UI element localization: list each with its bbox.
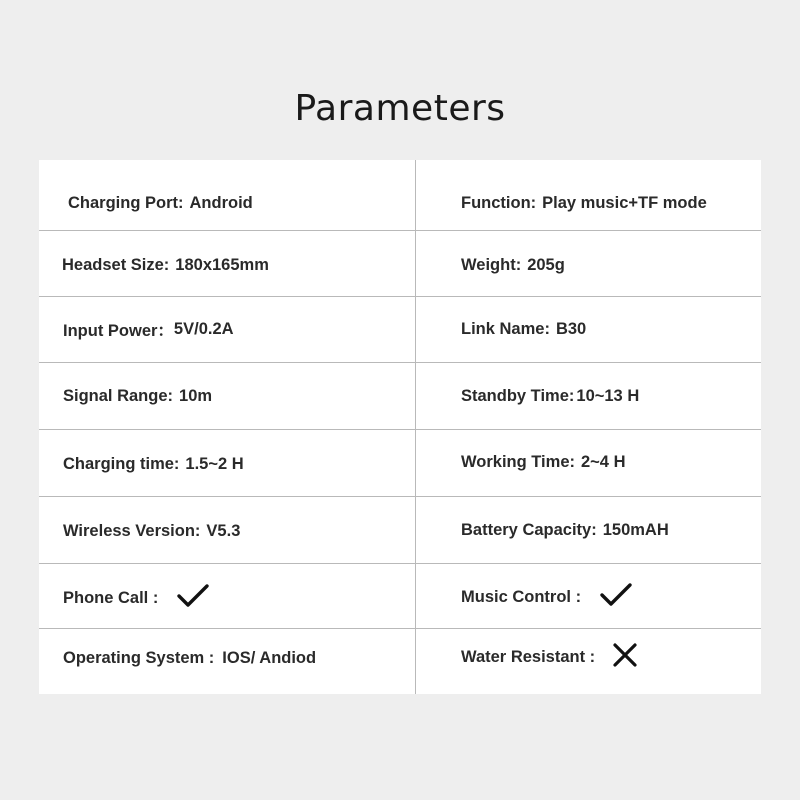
param-value: 10m (179, 386, 213, 405)
param-operating-system (63, 646, 316, 670)
parameters-table (39, 160, 761, 694)
param-value: Android (189, 193, 253, 212)
param-label: Headset Size: (62, 255, 170, 274)
param-label: Link Name: (461, 319, 550, 338)
param-label: Wireless Version: (63, 521, 201, 540)
param-label: Music Control : (461, 587, 582, 606)
row-divider (39, 496, 761, 497)
param-value: 205g (527, 255, 565, 274)
param-function (461, 191, 707, 215)
param-value: Play music+TF mode (542, 193, 707, 212)
column-divider (415, 160, 416, 694)
param-signal-range (63, 384, 212, 408)
row-divider (39, 230, 761, 231)
param-weight (461, 253, 565, 277)
param-value: 10~13 H (576, 386, 640, 405)
param-charging-time (63, 452, 244, 476)
param-label: Charging time: (63, 454, 180, 473)
param-label: Input Power： (63, 322, 174, 340)
param-label: Water Resistant : (461, 647, 596, 666)
param-headset-size (62, 253, 269, 277)
param-label: Charging Port: (68, 193, 184, 212)
param-input-power (63, 317, 234, 341)
row-divider (39, 628, 761, 629)
param-value: IOS/ Andiod (222, 648, 317, 667)
param-water-resistant (461, 643, 639, 671)
param-label: Function: (461, 193, 537, 212)
param-working-time (461, 450, 626, 474)
param-charging-port (68, 191, 253, 215)
cross-icon (611, 641, 639, 674)
row-divider (39, 563, 761, 564)
param-value: 2~4 H (581, 452, 626, 471)
param-label: Phone Call : (63, 588, 159, 607)
param-value: 1.5~2 H (185, 454, 244, 473)
param-value: 180x165mm (175, 255, 269, 274)
param-value: 150mAH (602, 520, 669, 539)
param-label: Signal Range: (63, 386, 174, 405)
check-icon (599, 582, 633, 613)
row-divider (39, 296, 761, 297)
row-divider (39, 362, 761, 363)
param-standby-time (461, 384, 639, 408)
param-value: V5.3 (206, 521, 241, 540)
param-label: Working Time: (461, 452, 575, 471)
param-wireless-version (63, 519, 240, 543)
param-label: Standby Time: (461, 386, 575, 405)
param-value: B30 (555, 319, 587, 338)
check-icon (176, 583, 210, 614)
param-phone-call (63, 586, 210, 610)
param-label: Battery Capacity: (461, 520, 597, 539)
param-battery-capacity (461, 518, 669, 542)
page-title: Parameters (294, 88, 506, 129)
param-value: 5V/0.2A (173, 319, 234, 338)
param-label: Operating System : (63, 648, 215, 667)
param-music-control (461, 584, 633, 610)
param-link-name (461, 317, 586, 341)
param-label: Weight: (461, 255, 522, 274)
row-divider (39, 429, 761, 430)
